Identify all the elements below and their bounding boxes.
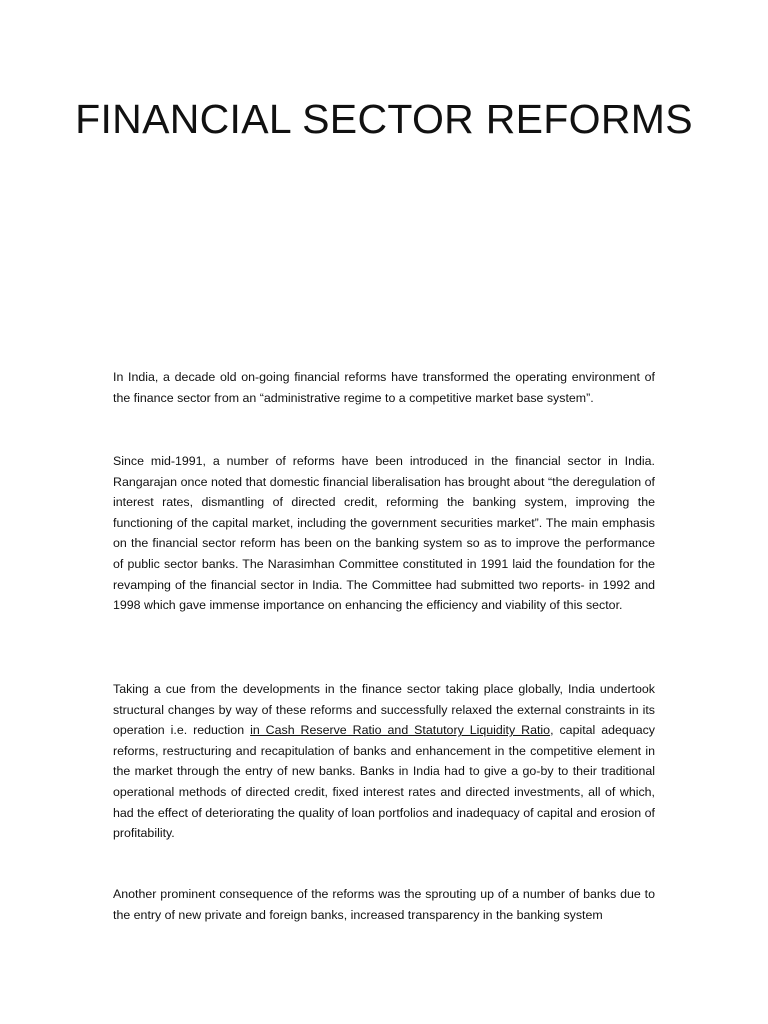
paragraph-1: In India, a decade old on-going financial reforms have transformed the operating environment of the finance sector from an “administrative regime to a competitive market base system”. (113, 370, 655, 405)
document-title: FINANCIAL SECTOR REFORMS (75, 96, 693, 142)
underlined-link-text: in Cash Reserve Ratio and Statutory Liquidity Ratio (250, 723, 551, 738)
paragraph-3-text-before: Taking a cue from the developments in the finance sector taking place globally, India undertook structural changes by way of these reforms and successfully relaxed the external constraints in its operation i.e. reduction (113, 682, 655, 738)
paragraph-2: Since mid-1991, a number of reforms have been introduced in the financial sector in India. Rangarajan once noted that domestic financial liberalisation has brought about “the deregulation of interest rates, dismantling of directed credit, reforming the banking system, improving the functioning of the capital market, including the government securities market”. The main emphasis on the financial sector reform has been on the banking system so as to improve the performance of public sector banks. The Narasimhan Committee constituted in 1991 laid the foundation for the revamping of the financial sector in India. The Committee had submitted two reports- in 1992 and 1998 which gave immense importance on enhancing the efficiency and viability of this sector. (113, 454, 655, 613)
paragraph-3 (113, 679, 655, 844)
paragraph-3-text-after: , capital adequacy reforms, restructuring and recapitulation of banks and enhancement in the competitive element in the market through the entry of new banks. Banks in India had to give a go-by to their traditional operational methods of directed credit, fixed interest rates and directed investments, all of which, had the effect of deteriorating the quality of loan portfolios and inadequacy of capital and erosion of profitability. (113, 723, 655, 841)
paragraph-4: Another prominent consequence of the reforms was the sprouting up of a number of banks due to the entry of new private and foreign banks, increased transparency in the banking system (113, 887, 655, 922)
